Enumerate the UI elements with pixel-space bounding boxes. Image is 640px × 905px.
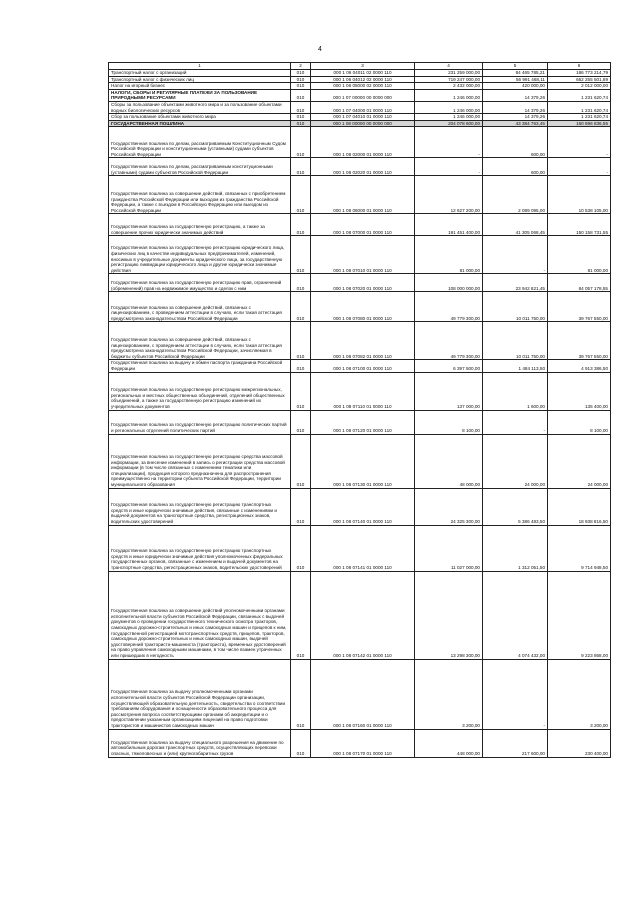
row-approved: 448 000,00 xyxy=(415,729,483,757)
row-budget-code: 000 1 06 05000 02 0000 110 xyxy=(311,83,415,90)
row-approved: 8 100,00 xyxy=(415,410,483,434)
row-approved: 1 246 000,00 xyxy=(415,114,483,121)
row-line-code: 010 xyxy=(291,127,311,158)
row-budget-code: 000 1 07 04010 01 0000 110 xyxy=(311,114,415,121)
row-name: Государственная пошлина за совершение действий уполномоченными органами исполнительной власти субъектов Российской Федерации, связанных с выдачей документов о проведении государственного технического осмотра тракторов, самоходных дорожно-строительных и иных самоходных машин и прицепов к ним, государственной регистрацией мототранспортных средств, прицепов, тракторов, самоходных дорожно-строительных и иных самоходных машин, выдачей удостоверений тракториста-машиниста (тракториста), временных удостоверений на право управления самоходными машинами, в том числе взамен утраченных или пришедших в негодность xyxy=(109,571,291,659)
table-row xyxy=(109,729,611,757)
row-unexecuted: 1 231 620,74 xyxy=(548,89,611,101)
row-budget-code: 000 1 08 07020 01 0000 110 xyxy=(311,274,415,292)
row-line-code: 010 xyxy=(291,292,311,322)
row-executed: 23 942 821,45 xyxy=(483,274,548,292)
row-executed: - xyxy=(483,236,548,274)
row-executed: 41 305 068,45 xyxy=(483,214,548,236)
table-row xyxy=(109,127,611,158)
row-budget-code: 000 1 08 07140 01 0000 110 xyxy=(311,488,415,525)
row-unexecuted: 18 938 816,50 xyxy=(548,488,611,525)
row-budget-code: 000 1 08 07010 01 0000 110 xyxy=(311,236,415,274)
row-approved: 6 397 500,00 xyxy=(415,360,483,372)
table-row xyxy=(109,158,611,176)
row-executed: 5 386 483,50 xyxy=(483,488,548,525)
row-budget-code: 000 1 07 00000 00 0000 000 xyxy=(311,89,415,101)
row-name: Государственная пошлина за выдачу специального разрешения на движение по автомобильным дорогам транспортных средств, осуществляющих перевозки опасных, тяжеловесных и (или) крупногабаритных грузов xyxy=(109,729,291,757)
row-name: Государственная пошлина за государственную регистрацию транспортных средств и иные юридически значимые действия, связанные с изменениями и выдачей документов на транспортные средства, регистрационных знаков, водительских удостоверений xyxy=(109,488,291,525)
table-row xyxy=(109,214,611,236)
row-approved: 81 000,00 xyxy=(415,236,483,274)
table-row xyxy=(109,372,611,410)
row-approved: 11 027 000,00 xyxy=(415,525,483,571)
table-row xyxy=(109,114,611,121)
row-line-code: 010 xyxy=(291,659,311,729)
row-line-code: 010 xyxy=(291,488,311,525)
row-approved: 12 627 200,00 xyxy=(415,176,483,214)
row-approved: 24 325 300,00 xyxy=(415,488,483,525)
table-row xyxy=(109,525,611,571)
row-name: Транспортный налог с организаций xyxy=(109,70,291,77)
row-budget-code: 000 1 08 07100 01 0000 110 xyxy=(311,360,415,372)
row-approved: 231 259 000,00 xyxy=(415,70,483,77)
row-executed: 1 600,00 xyxy=(483,372,548,410)
row-unexecuted: 10 538 105,00 xyxy=(548,176,611,214)
row-name: Государственная пошлина за государственную регистрацию транспортных средств и иные юридически значимые действия уполномоченных федеральных государственных органов, связанные с изменением и выдачей документов на транспортные средства, регистрационных знаков, водительских удостоверений xyxy=(109,525,291,571)
header-row xyxy=(109,63,611,70)
header-cell: 5 xyxy=(483,63,548,70)
row-budget-code: 000 1 08 07082 01 0000 110 xyxy=(311,322,415,360)
row-executed: 14 379,26 xyxy=(483,89,548,101)
row-approved: - xyxy=(415,158,483,176)
row-approved: 49 779 300,00 xyxy=(415,322,483,360)
row-line-code: 010 xyxy=(291,114,311,121)
row-name: Государственная пошлина за государственную регистрацию юридического лица, физических лиц в качестве индивидуальных предпринимателей, изменений, вносимых в учредительные документы юридического лица, за государственную регистрацию ликвидации юридического лица и другие юридически значимые действия xyxy=(109,236,291,274)
row-line-code: 010 xyxy=(291,525,311,571)
row-approved: 1 246 000,00 xyxy=(415,101,483,113)
row-name: Государственная пошлина за выдачу уполномоченными органами исполнительной власти субъектов Российской Федерации организации, осуществляющей образовательную деятельность, свидетельства о соответствии требованиям оборудования и оснащенности образовательного процесса для рассмотрения вопроса соответствующими органами об аккредитации и о предоставлении указанным организациям лицензий на право подготовки трактористов и машинистов самоходных машин xyxy=(109,659,291,729)
row-approved: 108 000 000,00 xyxy=(415,274,483,292)
row-unexecuted: 39 767 550,00 xyxy=(548,322,611,360)
page-number: 4 xyxy=(318,46,322,53)
row-name: Государственная пошлина за государственную регистрацию межрегиональных, региональных и местных общественных объединений, отделений общественных объединений, а также за государственную регистрацию изменений их учредительных документов xyxy=(109,372,291,410)
row-budget-code: 000 1 06 04012 02 0000 110 xyxy=(311,76,415,83)
row-name: НАЛОГИ, СБОРЫ И РЕГУЛЯРНЫЕ ПЛАТЕЖИ ЗА ПОЛЬЗОВАНИЕ ПРИРОДНЫМИ РЕСУРСАМИ xyxy=(109,89,291,101)
row-line-code: 010 xyxy=(291,214,311,236)
table-row xyxy=(109,89,611,101)
table-row xyxy=(109,101,611,113)
row-name: Государственная пошлина за государственную регистрацию прав, ограничений (обременений) прав на недвижимое имущество и сделок с ним xyxy=(109,274,291,292)
row-budget-code: 000 1 08 07141 01 0000 110 xyxy=(311,525,415,571)
row-executed: 1 312 051,50 xyxy=(483,525,548,571)
row-budget-code: 000 1 08 06000 01 0000 110 xyxy=(311,176,415,214)
row-executed: 4 074 432,00 xyxy=(483,571,548,659)
row-line-code: 010 xyxy=(291,83,311,90)
row-name: Государственная пошлина за совершение действий, связанных с приобретением гражданства Российской Федерации или выходом из гражданства Российской Федерации, а также с въездом в Российскую Федерацию или выездом из Российской Федерации xyxy=(109,176,291,214)
row-budget-code: 000 1 08 07142 01 0000 110 xyxy=(311,571,415,659)
row-executed: 14 379,26 xyxy=(483,101,548,113)
row-unexecuted: 3 200,00 xyxy=(548,659,611,729)
row-approved: 1 246 000,00 xyxy=(415,89,483,101)
row-budget-code: 000 1 08 00000 00 0000 000 xyxy=(311,120,415,127)
row-name: Государственная пошлина за выдачу и обмен паспорта гражданина Российской Федерации xyxy=(109,360,291,372)
row-unexecuted: 9 714 948,50 xyxy=(548,525,611,571)
row-unexecuted: 9 223 868,00 xyxy=(548,571,611,659)
row-line-code: 010 xyxy=(291,70,311,77)
row-unexecuted: 84 057 178,55 xyxy=(548,274,611,292)
row-executed: 24 000,00 xyxy=(483,434,548,488)
row-line-code: 010 xyxy=(291,434,311,488)
row-line-code: 010 xyxy=(291,89,311,101)
table-row xyxy=(109,322,611,360)
row-executed: 10 011 750,00 xyxy=(483,292,548,322)
row-approved: 204 078 600,00 xyxy=(415,120,483,127)
row-unexecuted: 2 012 000,00 xyxy=(548,83,611,90)
row-unexecuted: 1 231 620,74 xyxy=(548,114,611,121)
row-executed: 217 600,00 xyxy=(483,729,548,757)
table-body xyxy=(109,70,611,758)
row-name: Государственная пошлина по делам, рассматриваемым конституционными (уставными) судами субъектов Российской Федерации xyxy=(109,158,291,176)
table-row xyxy=(109,571,611,659)
row-executed: 56 991 468,11 xyxy=(483,76,548,83)
row-approved: - xyxy=(415,127,483,158)
row-name: Государственная пошлина за совершение действий, связанных с лицензированием, с проведением аттестации в случаях, если такая аттестация предусмотрена законодательством Российской Федерации, зачисляемая в бюджеты субъектов Российской Федерации xyxy=(109,322,291,360)
row-line-code: 010 xyxy=(291,176,311,214)
row-executed: - xyxy=(483,659,548,729)
row-name: Сборы за пользование объектами животного мира и за пользование объектами водных биологических ресурсов xyxy=(109,101,291,113)
row-line-code: 010 xyxy=(291,322,311,360)
row-name: Транспортный налог с физических лиц xyxy=(109,76,291,83)
table-row xyxy=(109,360,611,372)
row-approved: 48 000,00 xyxy=(415,434,483,488)
row-line-code: 010 xyxy=(291,158,311,176)
row-unexecuted: 662 255 501,89 xyxy=(548,76,611,83)
row-budget-code: 000 1 08 07080 01 0000 110 xyxy=(311,292,415,322)
table-row xyxy=(109,120,611,127)
row-line-code: 010 xyxy=(291,729,311,757)
table-row xyxy=(109,488,611,525)
table-row xyxy=(109,274,611,292)
row-name: Государственная пошлина по делам, рассматриваемым Конституционным Судом Российской Федерации и конституционными (уставными) судами субъектов Российской Федерации xyxy=(109,127,291,158)
row-name: Государственная пошлина за государственную регистрацию политических партий и региональных отделений политических партий xyxy=(109,410,291,434)
row-unexecuted: 8 100,00 xyxy=(548,410,611,434)
row-unexecuted: 1 231 620,74 xyxy=(548,101,611,113)
row-approved: 137 000,00 xyxy=(415,372,483,410)
row-budget-code: 000 1 06 04011 02 0000 110 xyxy=(311,70,415,77)
row-line-code: 010 xyxy=(291,372,311,410)
row-line-code: 010 xyxy=(291,76,311,83)
row-executed: 43 384 763,45 xyxy=(483,120,548,127)
row-budget-code: 000 1 08 07110 01 0000 110 xyxy=(311,372,415,410)
row-executed: 1 484 113,50 xyxy=(483,360,548,372)
row-name: ГОСУДАРСТВЕННАЯ ПОШЛИНА xyxy=(109,120,291,127)
table-row xyxy=(109,292,611,322)
header-cell: 2 xyxy=(291,63,311,70)
header-cell: 6 xyxy=(548,63,611,70)
header-cell: 3 xyxy=(311,63,415,70)
row-unexecuted: 135 400,00 xyxy=(548,372,611,410)
header-cell: 1 xyxy=(109,63,291,70)
row-unexecuted: 160 696 836,55 xyxy=(548,120,611,127)
row-approved: 719 247 000,00 xyxy=(415,76,483,83)
row-unexecuted: 150 158 731,55 xyxy=(548,214,611,236)
row-name: Государственная пошлина за государственную регистрацию средства массовой информации, за внесение изменений в запись о регистрации средства массовой информации (в том числе связанных с изменением тематики или специализации), продукция которого предназначена для распространения преимущественно на территории субъекта Российской Федерации, территории муниципального образования xyxy=(109,434,291,488)
table-row xyxy=(109,236,611,274)
row-line-code: 010 xyxy=(291,360,311,372)
row-budget-code: 000 1 08 07170 01 0000 110 xyxy=(311,729,415,757)
row-unexecuted: 81 000,00 xyxy=(548,236,611,274)
row-budget-code: 000 1 08 07130 01 0000 110 xyxy=(311,434,415,488)
row-line-code: 010 xyxy=(291,101,311,113)
row-executed: 600,00 xyxy=(483,127,548,158)
header-cell: 4 xyxy=(415,63,483,70)
table-row xyxy=(109,76,611,83)
row-unexecuted: 186 773 214,79 xyxy=(548,70,611,77)
row-unexecuted: 24 000,00 xyxy=(548,434,611,488)
row-name: Налог на игорный бизнес xyxy=(109,83,291,90)
table-row xyxy=(109,410,611,434)
row-approved: 13 298 300,00 xyxy=(415,571,483,659)
row-budget-code: 000 1 08 02020 01 0000 110 xyxy=(311,158,415,176)
row-approved: 3 200,00 xyxy=(415,659,483,729)
row-executed: 10 011 750,00 xyxy=(483,322,548,360)
row-line-code: 010 xyxy=(291,274,311,292)
table-row xyxy=(109,659,611,729)
row-line-code: 010 xyxy=(291,236,311,274)
table-row xyxy=(109,434,611,488)
row-name: Сбор за пользование объектами животного мира xyxy=(109,114,291,121)
row-budget-code: 000 1 08 07160 01 0000 110 xyxy=(311,659,415,729)
table-row xyxy=(109,176,611,214)
row-unexecuted: - xyxy=(548,127,611,158)
row-executed: 2 089 095,00 xyxy=(483,176,548,214)
row-approved: 49 779 300,00 xyxy=(415,292,483,322)
row-unexecuted: 230 400,00 xyxy=(548,729,611,757)
table-row xyxy=(109,83,611,90)
row-line-code: 010 xyxy=(291,120,311,127)
table-row xyxy=(109,70,611,77)
row-approved: 191 451 400,00 xyxy=(415,214,483,236)
row-name: Государственная пошлина за совершение действий, связанных с лицензированием, с проведением аттестации в случаях, если такая аттестация предусмотрена законодательством Российской Федерации xyxy=(109,292,291,322)
row-unexecuted: - xyxy=(548,158,611,176)
row-executed: - xyxy=(483,410,548,434)
row-name: Государственная пошлина за государственную регистрацию, а также за совершение прочих юридически значимых действий xyxy=(109,214,291,236)
row-budget-code: 000 1 07 04000 01 0000 110 xyxy=(311,101,415,113)
row-line-code: 010 xyxy=(291,571,311,659)
row-approved: 2 432 000,00 xyxy=(415,83,483,90)
row-unexecuted: 39 767 550,00 xyxy=(548,292,611,322)
row-unexecuted: 4 913 386,50 xyxy=(548,360,611,372)
row-executed: 420 000,00 xyxy=(483,83,548,90)
row-executed: 14 379,26 xyxy=(483,114,548,121)
row-executed: 600,00 xyxy=(483,158,548,176)
revenue-table xyxy=(108,62,611,758)
row-line-code: 010 xyxy=(291,410,311,434)
row-budget-code: 000 1 08 07000 01 0000 110 xyxy=(311,214,415,236)
row-budget-code: 000 1 08 07120 01 0000 110 xyxy=(311,410,415,434)
row-budget-code: 000 1 08 02000 01 0000 110 xyxy=(311,127,415,158)
row-executed: 84 465 785,21 xyxy=(483,70,548,77)
